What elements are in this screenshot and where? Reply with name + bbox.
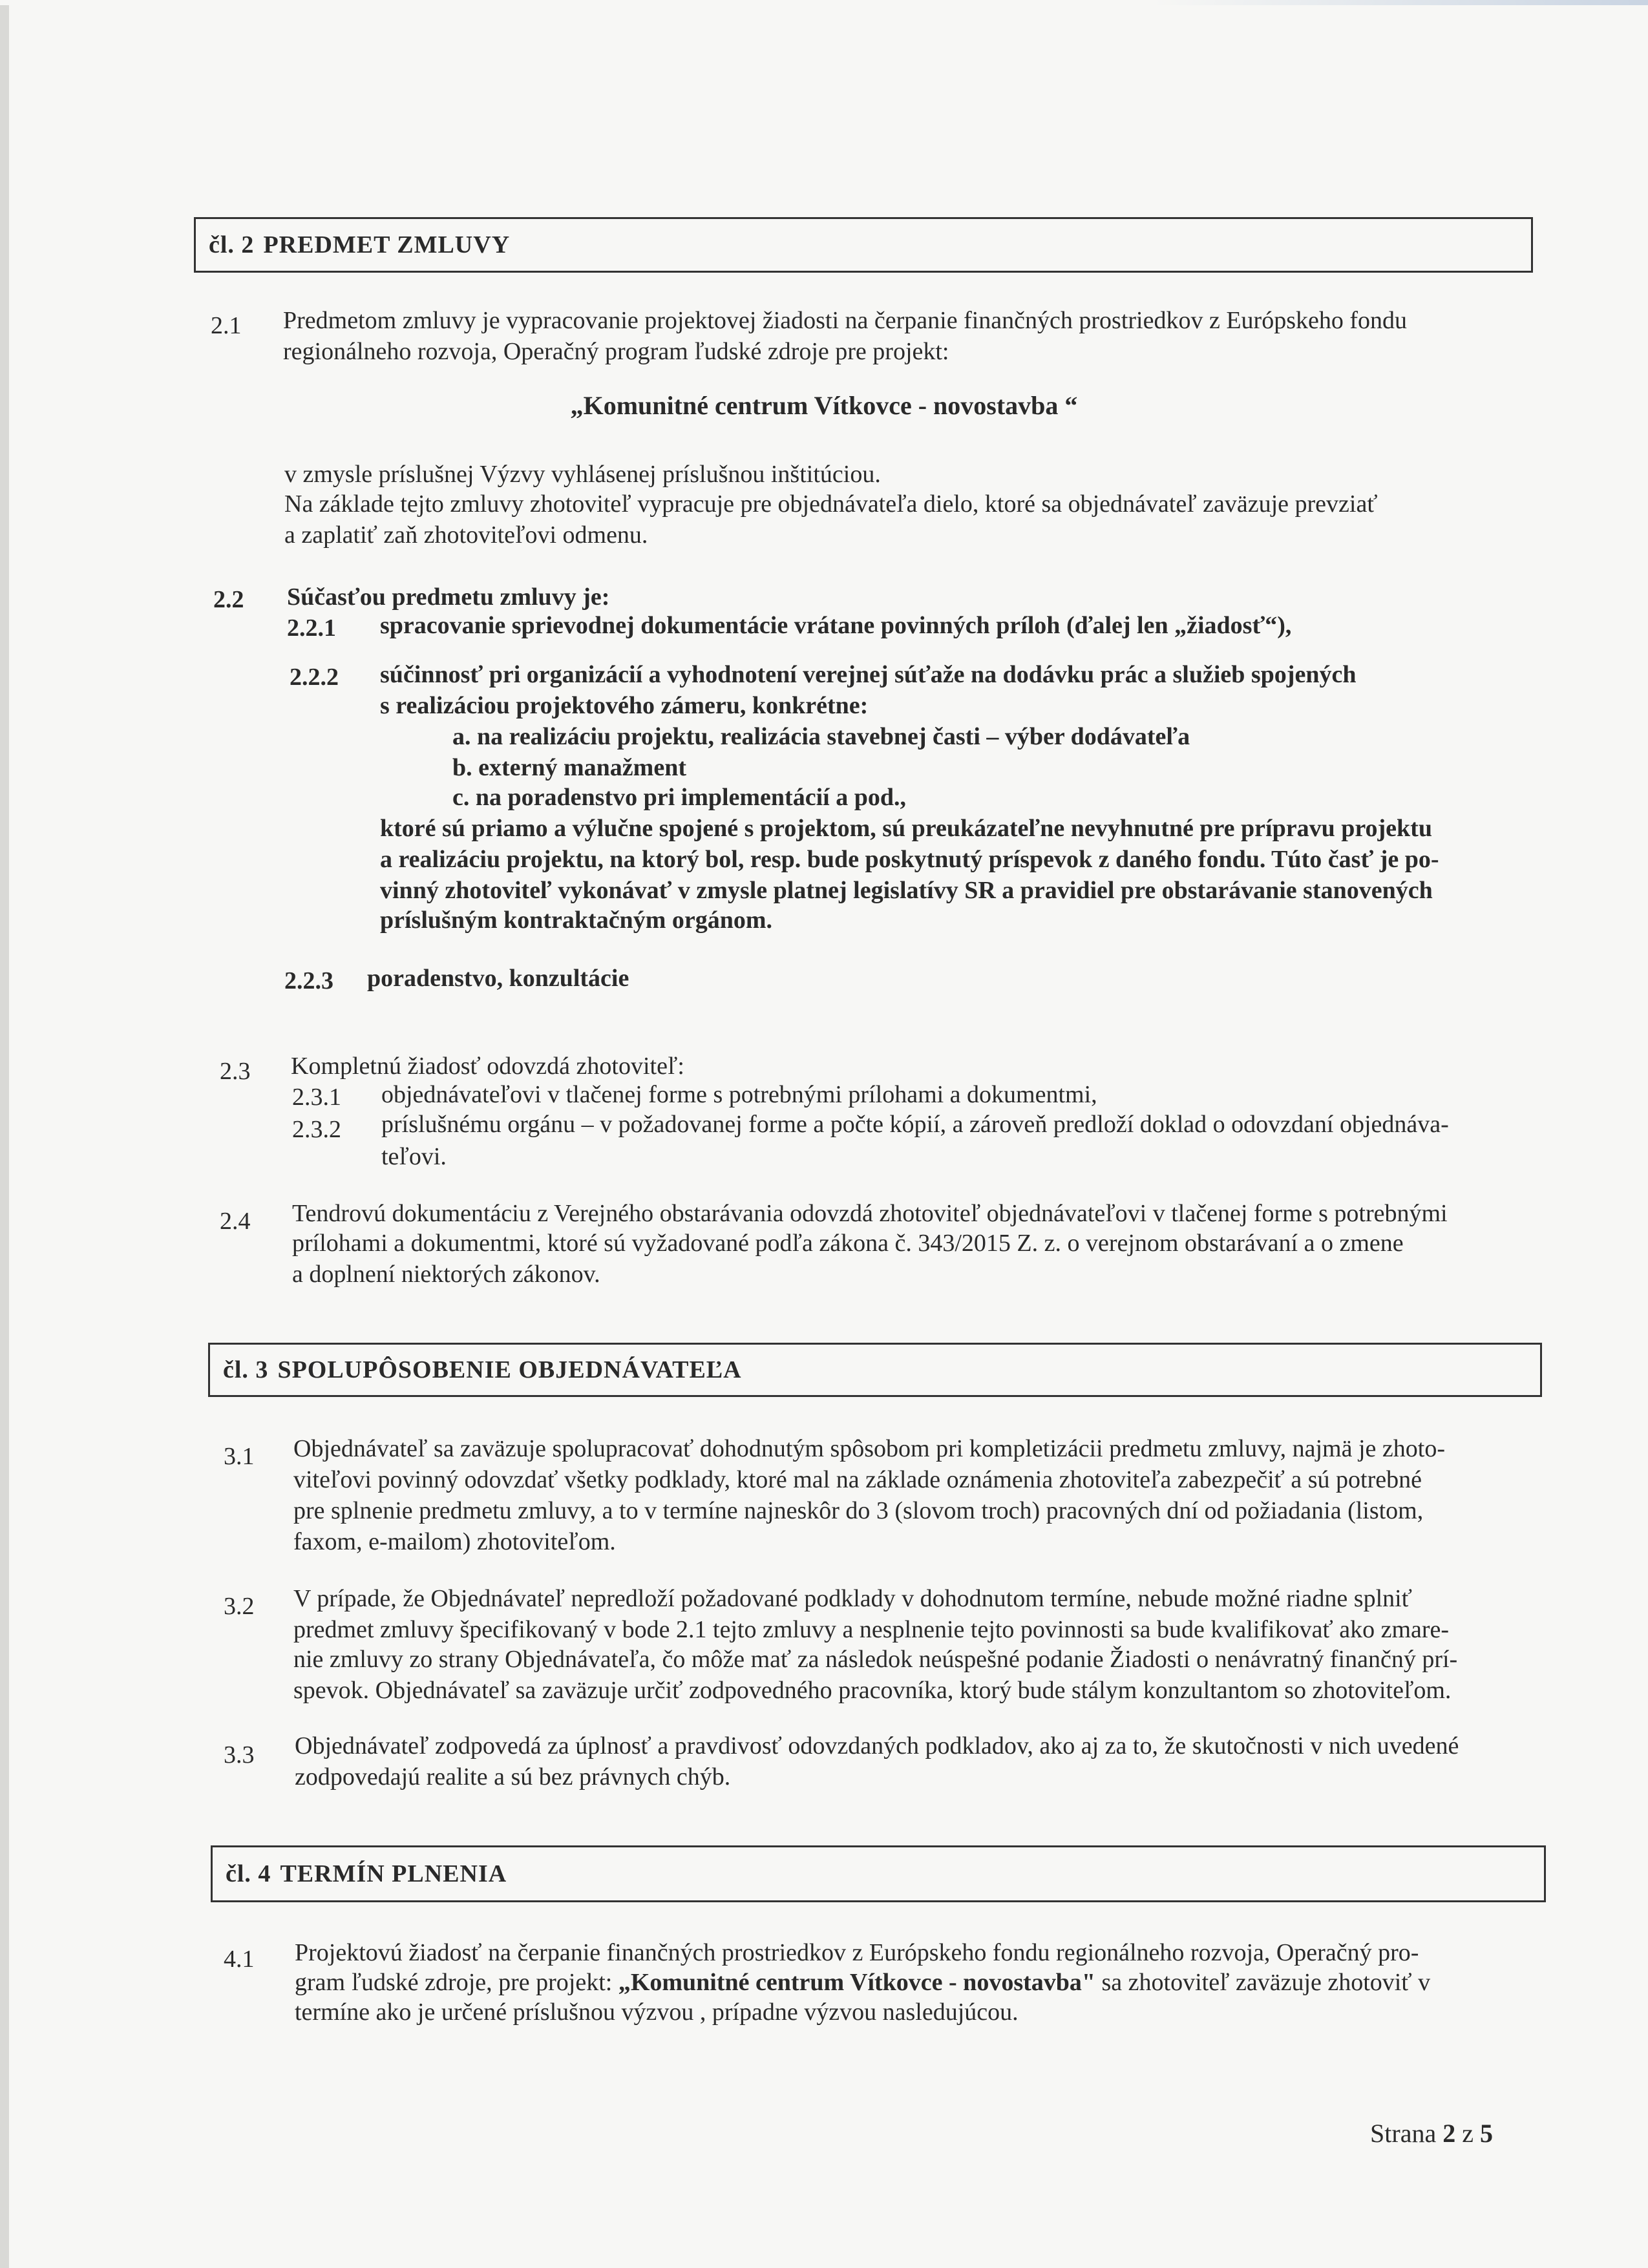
item-text: s realizáciou projektového zámeru, konkrétne: [380, 692, 869, 719]
line-text: sa zhotoviteľ zaväzuje zhotoviť v [1095, 1969, 1431, 1996]
item-text: súčinnosť pri organizácií a vyhodnotení verejnej súťaže na dodávku prác a služieb spojených [380, 661, 1357, 688]
section-number: čl. 3 [223, 1356, 269, 1383]
section-number: čl. 2 [209, 231, 255, 258]
paragraph-line: Projektovú žiadosť na čerpanie finančných prostriedkov z Európskeho fondu regionálneho rozvoja, Operačný pro- [295, 1939, 1419, 1966]
clause-number: 2.4 [220, 1208, 251, 1235]
page-of: z [1462, 2119, 1474, 2148]
clause-number: 2.3 [220, 1058, 251, 1085]
paragraph-line: regionálneho rozvoja, Operačný program ľudské zdroje pre projekt: [283, 338, 949, 365]
paragraph-line: Objednávateľ zodpovedá za úplnosť a pravdivosť odovzdaných podkladov, ako aj za to, že skutočnosti v nich uvedené [295, 1732, 1459, 1759]
item-text: teľovi. [381, 1143, 447, 1170]
paragraph-line: a zaplatiť zaň zhotoviteľovi odmenu. [284, 521, 648, 549]
clause-number: 2.2 [213, 586, 244, 613]
section-title: PREDMET ZMLUVY [263, 231, 511, 258]
paragraph-line: Objednávateľ sa zaväzuje spolupracovať dohodnutým spôsobom pri kompletizácii predmetu zmluvy, najmä je zhoto- [293, 1435, 1445, 1462]
sub-item: a. na realizáciu projektu, realizácia stavebnej časti – výber dodávateľa [452, 723, 1190, 750]
section-heading-3 [208, 1343, 1542, 1397]
clause-number: 4.1 [224, 1946, 255, 1973]
clause-title: Súčasťou predmetu zmluvy je: [287, 583, 610, 611]
scan-edge-top [0, 0, 1648, 5]
project-name: „Komunitné centrum Vítkovce - novostavba" [618, 1969, 1095, 1996]
sub-item: c. na poradenstvo pri implementácií a pod., [452, 784, 906, 811]
paragraph-line: zodpovedajú realite a sú bez právnych chýb. [295, 1763, 731, 1790]
paragraph-line: Predmetom zmluvy je vypracovanie projektovej žiadosti na čerpanie finančných prostriedkov z Európskeho fondu [283, 307, 1408, 334]
item-text: a realizáciu projektu, na ktorý bol, resp. bude poskytnutý príspevok z daného fondu. Túto časť je po- [380, 846, 1439, 873]
item-text: ktoré sú priamo a výlučne spojené s projektom, sú preukázateľne nevyhnutné pre prípravu projektu [380, 815, 1432, 842]
clause-title: Kompletnú žiadosť odovzdá zhotoviteľ: [291, 1053, 684, 1080]
section-title: TERMÍN PLNENIA [280, 1860, 507, 1887]
item-number: 2.3.1 [292, 1084, 341, 1111]
item-number: 2.3.2 [292, 1116, 341, 1143]
paragraph-line: Na základe tejto zmluvy zhotoviteľ vypracuje pre objednávateľa dielo, ktoré sa objednávateľ zaväzuje prevziať [284, 490, 1378, 518]
paragraph-line: pre splnenie predmetu zmluvy, a to v termíne najneskôr do 3 (slovom troch) pracovných dní od požiadania (listom, [293, 1497, 1424, 1524]
page-label: Strana [1370, 2119, 1437, 2148]
item-text: príslušným kontraktačným orgánom. [380, 907, 772, 934]
sub-item: b. externý manažment [452, 754, 686, 781]
line-text: gram ľudské zdroje, pre projekt: [295, 1969, 618, 1996]
clause-number: 2.1 [211, 312, 242, 339]
item-number: 2.2.1 [287, 614, 336, 642]
section-heading-4 [211, 1845, 1546, 1902]
paragraph-line: termíne ako je určené príslušnou výzvou , prípadne výzvou nasledujúcou. [295, 1999, 1019, 2026]
section-title: SPOLUPÔSOBENIE OBJEDNÁVATEĽA [277, 1356, 742, 1383]
paragraph-line: spevok. Objednávateľ sa zaväzuje určiť zodpovedného pracovníka, ktorý bude stálym konzultantom so zhotoviteľom. [293, 1677, 1452, 1704]
project-title: „Komunitné centrum Vítkovce - novostavba “ [570, 391, 1078, 420]
section-heading-2 [194, 217, 1533, 273]
paragraph-line: v zmysle príslušnej Výzvy vyhlásenej príslušnou inštitúciou. [284, 461, 881, 488]
clause-number: 3.2 [224, 1593, 255, 1620]
item-text: spracovanie sprievodnej dokumentácie vrátane povinných príloh (ďalej len „žiadosť“), [380, 612, 1292, 639]
paragraph-line: viteľovi povinný odovzdať všetky podklady, ktoré mal na základe oznámenia zhotoviteľa zabezpečiť a sú potrebné [293, 1466, 1422, 1493]
section-number: čl. 4 [226, 1860, 271, 1887]
clause-number: 3.1 [224, 1443, 255, 1470]
paragraph-line: V prípade, že Objednávateľ nepredloží požadované podklady v dohodnutom termíne, nebude možné riadne splniť [293, 1585, 1412, 1612]
item-text: poradenstvo, konzultácie [367, 965, 629, 992]
clause-number: 3.3 [224, 1741, 255, 1769]
paragraph-line: a doplnení niektorých zákonov. [292, 1261, 600, 1288]
paragraph-line: predmet zmluvy špecifikovaný v bode 2.1 tejto zmluvy a nesplnenie tejto povinnosti sa bude kvalifikovať ako zmare- [293, 1616, 1450, 1643]
paragraph-line: faxom, e-mailom) zhotoviteľom. [293, 1528, 616, 1555]
total-pages: 5 [1480, 2119, 1493, 2148]
paragraph-line: prílohami a dokumentmi, ktoré sú vyžadované podľa zákona č. 343/2015 Z. z. o verejnom obstarávaní a o zmene [292, 1230, 1404, 1257]
current-page: 2 [1442, 2119, 1456, 2148]
paragraph-line: nie zmluvy zo strany Objednávateľa, čo môže mať za následok neúspešné podanie Žiadosti o nenávratný finančný prí- [293, 1646, 1458, 1673]
item-number: 2.2.2 [290, 664, 339, 691]
item-text: príslušnému orgánu – v požadovanej forme a počte kópií, a zároveň predloží doklad o odovzdaní objednáva- [381, 1111, 1449, 1138]
item-number: 2.2.3 [284, 967, 333, 994]
item-text: objednávateľovi v tlačenej forme s potrebnými prílohami a dokumentmi, [381, 1081, 1097, 1108]
paragraph-line: Tendrovú dokumentáciu z Verejného obstarávania odovzdá zhotoviteľ objednávateľovi v tlačenej forme s potrebnými [292, 1200, 1448, 1227]
page-number [1370, 2118, 1493, 2148]
item-text: vinný zhotoviteľ vykonávať v zmysle platnej legislatívy SR a pravidiel pre obstarávanie stanovených [380, 877, 1433, 904]
scan-edge [0, 0, 9, 2268]
